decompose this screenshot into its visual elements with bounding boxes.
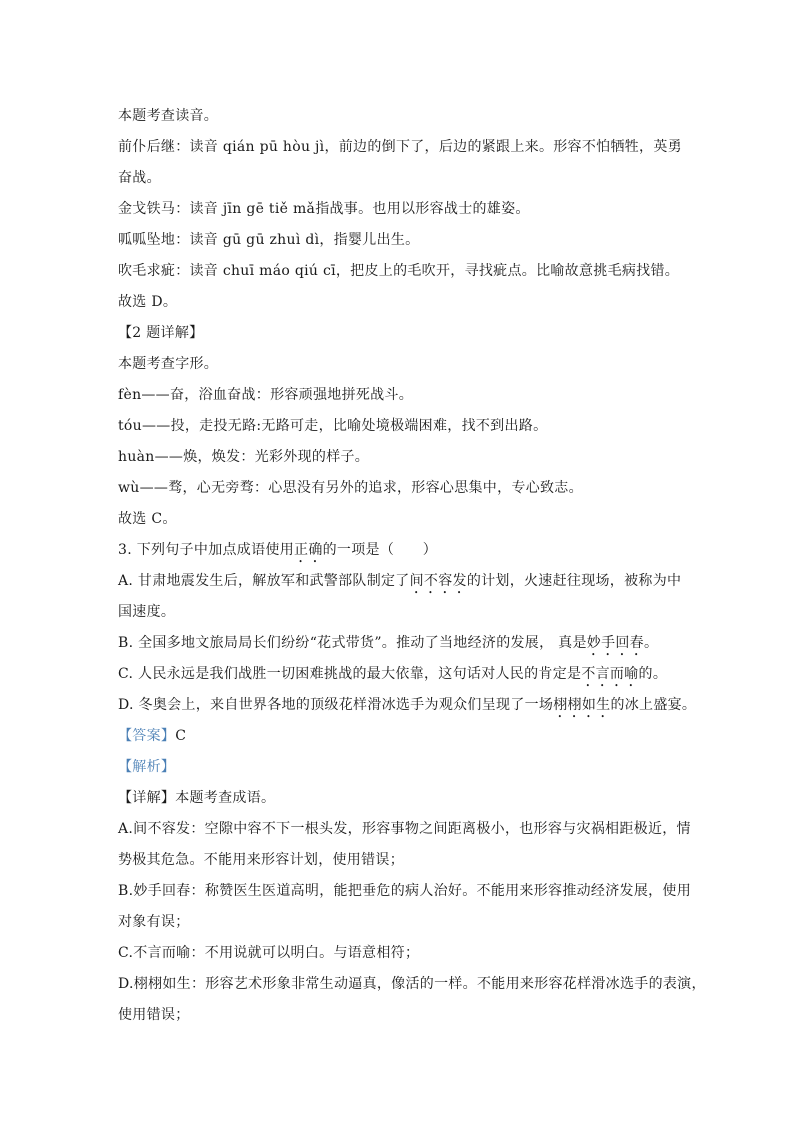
detail-label: 【详解】 bbox=[118, 790, 176, 806]
analysis-label: 【解析】 bbox=[118, 759, 176, 775]
q3-option-b bbox=[118, 631, 680, 662]
answer-label: 【答案】 bbox=[118, 728, 176, 744]
option-d-prefix: D. 冬奥会上，来自世界各地的顶级花样滑冰选手为观众们呈现了一场 bbox=[118, 697, 554, 713]
explanation-b: B.妙手回春：称赞医生医道高明，能把垂危的病人治好。不能用来形容推动经济发展，使用 bbox=[118, 883, 692, 899]
answer-value: C bbox=[175, 728, 187, 744]
q2-item-1: fèn——奋，浴血奋战：形容顽强地拼死战斗。 bbox=[118, 387, 414, 403]
q1-item-1-cont: 奋战。 bbox=[118, 170, 161, 186]
q3-option-d bbox=[118, 693, 697, 724]
option-b-suffix: 。 bbox=[643, 635, 659, 651]
explanation-d-cont: 使用错误； bbox=[118, 1007, 190, 1023]
option-b-idiom: 妙手回春 bbox=[586, 635, 644, 651]
explanation-a: A.间不容发：空隙中容不下一根头发，形容事物之间距离极小，也形容与灾祸相距极近，情 bbox=[118, 821, 691, 837]
detail-intro: 本题考查成语。 bbox=[175, 790, 276, 806]
option-a-suffix: 的计划，火速赶往现场，被称为中 bbox=[466, 573, 682, 589]
q2-heading: 【2 题详解】 bbox=[118, 325, 204, 341]
q2-item-2: tóu——投，走投无路:无路可走，比喻处境极端困难，找不到出路。 bbox=[118, 418, 548, 434]
q1-item-1: 前仆后继：读音 qián pū hòu jì，前边的倒下了，后边的紧跟上来。形容不怕牺牲，英勇 bbox=[118, 139, 682, 155]
q3-stem-prefix: 3. 下列句子中加点成语使用 bbox=[118, 542, 295, 558]
explanation-d: D.栩栩如生：形容艺术形象非常生动逼真，像活的一样。不能用来形容花样滑冰选手的表演， bbox=[118, 976, 706, 992]
q3-option-a bbox=[118, 569, 680, 600]
q3-stem-emphasis: 正确 bbox=[294, 542, 323, 558]
detail-line bbox=[118, 786, 680, 817]
option-b-prefix: B. 全国多地文旅局局长们纷纷“花式带货”。推动了当地经济的发展， 真是 bbox=[118, 635, 587, 651]
option-a-idiom: 间不容发 bbox=[409, 573, 467, 589]
q2-conclusion: 故选 C。 bbox=[118, 511, 177, 527]
q3-stem-suffix: 的一项是（ ） bbox=[322, 542, 438, 558]
option-c-idiom: 不言而喻 bbox=[581, 666, 639, 682]
q2-intro: 本题考查字形。 bbox=[118, 356, 219, 372]
q1-conclusion: 故选 D。 bbox=[118, 294, 178, 310]
answer-line bbox=[118, 724, 680, 755]
q1-intro: 本题考查读音。 bbox=[118, 108, 219, 124]
explanation-c: C.不言而喻：不用说就可以明白。与语意相符； bbox=[118, 945, 420, 961]
q1-item-2: 金戈铁马：读音 jīn gē tiě mǎ指战事。也用以形容战士的雄姿。 bbox=[118, 201, 530, 217]
option-c-suffix: 的。 bbox=[638, 666, 668, 682]
q2-item-3: huàn——焕，焕发：光彩外现的样子。 bbox=[118, 449, 370, 465]
option-a-prefix: A. 甘肃地震发生后，解放军和武警部队制定了 bbox=[118, 573, 410, 589]
explanation-a-cont: 势极其危急。不能用来形容计划，使用错误； bbox=[118, 852, 404, 868]
q1-item-4: 吹毛求疵：读音 chuī máo qiú cī，把皮上的毛吹开，寻找疵点。比喻故意挑毛病找错。 bbox=[118, 263, 680, 279]
option-d-idiom: 栩栩如生 bbox=[553, 697, 611, 713]
explanation-b-cont: 对象有误； bbox=[118, 914, 190, 930]
option-d-suffix: 的冰上盛宴。 bbox=[610, 697, 697, 713]
q3-option-c bbox=[118, 662, 680, 693]
option-c-prefix: C. 人民永远是我们战胜一切困难挑战的最大依靠，这句话对人民的肯定是 bbox=[118, 666, 582, 682]
q3-stem bbox=[118, 538, 680, 569]
q3-option-a-cont: 国速度。 bbox=[118, 604, 176, 620]
q1-item-3: 呱呱坠地：读音 gū gū zhuì dì，指婴儿出生。 bbox=[118, 232, 420, 248]
q2-item-4: wù——骛，心无旁骛：心思没有另外的追求，形容心思集中，专心致志。 bbox=[118, 480, 583, 496]
document-page bbox=[118, 104, 706, 1034]
